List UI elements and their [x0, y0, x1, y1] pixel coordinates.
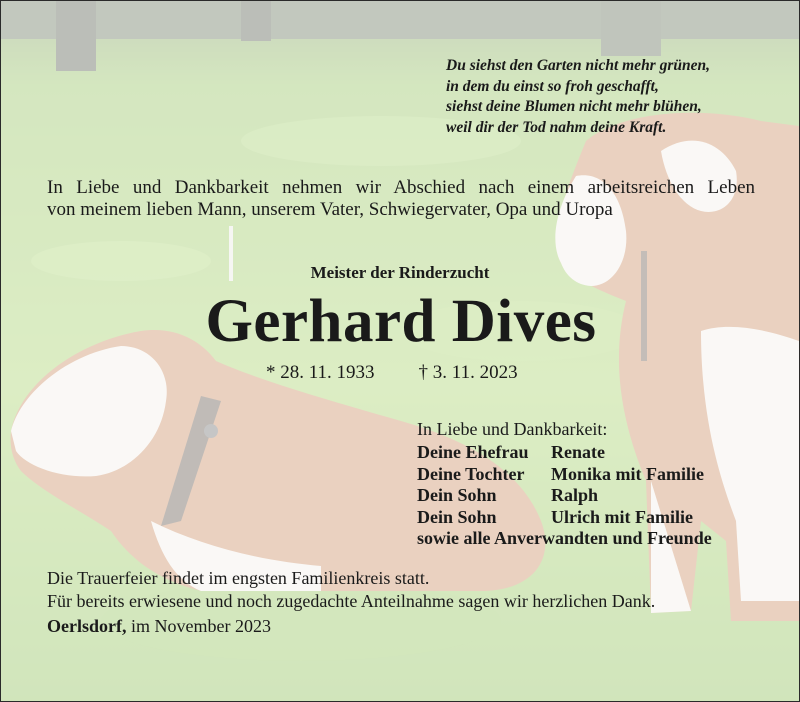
mourner-name: Renate — [551, 442, 605, 462]
mourner-relation: Dein Sohn — [417, 506, 497, 527]
mourner-name: Monika mit Familie — [551, 463, 704, 484]
poem-line: in dem du einst so froh geschafft, — [446, 77, 659, 95]
notice-date: im November 2023 — [130, 616, 271, 636]
poem-line: siehst deine Blumen nicht mehr blühen, — [446, 98, 702, 115]
poem-line: weil dir der Tod nahm deine Kraft. — [446, 118, 667, 136]
intro-text-line-2: von meinem lieben Mann, unserem Vater, Schwiegervater, Opa und Uropa — [47, 199, 613, 220]
occupation-title: Meister der Rinderzucht — [310, 263, 490, 282]
funeral-note: Die Trauerfeier findet im engsten Familienkreis statt. — [47, 568, 430, 588]
mourner-name: Ulrich mit Familie — [551, 506, 693, 527]
intro-text-line-1: In Liebe und Dankbarkeit nehmen wir Abschied nach einem arbeitsreichen Leben — [47, 177, 755, 198]
mourners-list — [417, 442, 712, 550]
deceased-name: Gerhard Dives — [205, 288, 597, 355]
mourner-row — [417, 464, 712, 486]
death-date: † 3. 11. 2023 — [418, 362, 518, 383]
mourner-name: Ralph — [551, 485, 599, 505]
closing-section — [47, 567, 655, 638]
birth-date: * 28. 11. 1933 — [266, 362, 375, 383]
notice-content — [1, 1, 799, 701]
poem-line: Du siehst den Garten nicht mehr grünen, — [446, 57, 710, 74]
mourner-row — [417, 485, 712, 507]
mourner-relation: Deine Tochter — [417, 463, 525, 484]
mourner-relation: Deine Ehefrau — [417, 442, 529, 462]
mourner-row — [417, 442, 712, 464]
place-name: Oerlsdorf, — [47, 616, 127, 636]
memorial-poem — [446, 56, 710, 138]
life-dates — [266, 362, 518, 384]
mourners-closing: sowie alle Anverwandten und Freunde — [417, 528, 712, 548]
mourners-heading: In Liebe und Dankbarkeit: — [417, 419, 608, 439]
place-date-line — [47, 615, 655, 638]
mourner-relation: Dein Sohn — [417, 485, 497, 505]
mourner-row — [417, 507, 712, 529]
thanks-note: Für bereits erwiesene und noch zugedachte Anteilnahme sagen wir herzlichen Dank. — [47, 591, 656, 611]
